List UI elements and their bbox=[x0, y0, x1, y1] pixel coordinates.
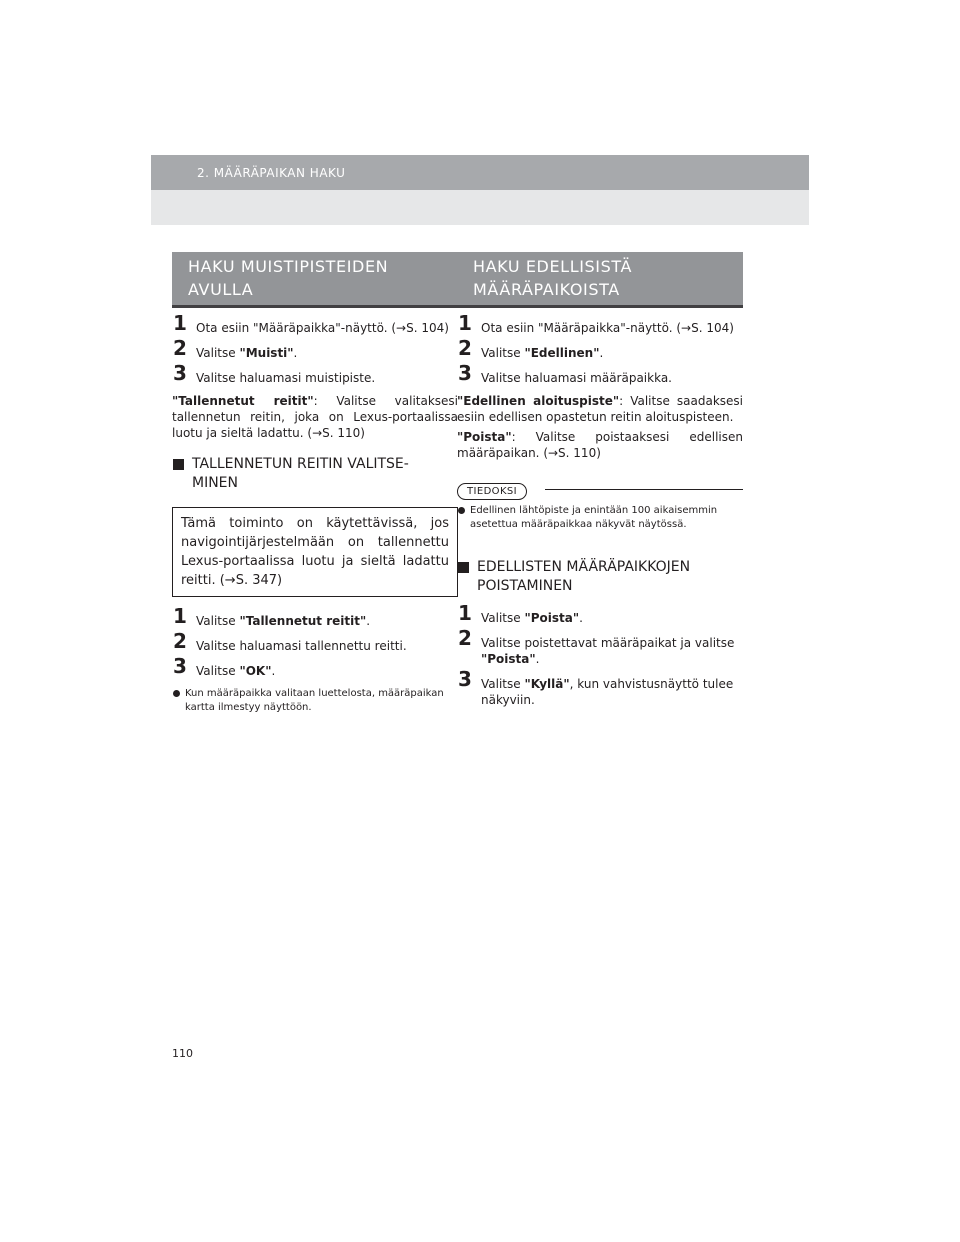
bullet-note bbox=[172, 687, 458, 715]
step-text-end: . bbox=[579, 611, 583, 625]
step-number: 2 bbox=[173, 629, 187, 653]
step-1 bbox=[172, 311, 458, 336]
step-text: Valitse poistettavat määräpaikat ja valitse bbox=[481, 636, 735, 650]
option-description bbox=[457, 393, 743, 425]
subheading-line: MINEN bbox=[192, 475, 238, 491]
step-text: Valitse bbox=[196, 614, 240, 628]
option-name: "OK" bbox=[239, 664, 272, 678]
step-text: Valitse haluamasi määräpaikka. bbox=[481, 371, 672, 385]
step-1 bbox=[457, 311, 743, 336]
section-title: 2. MÄÄRÄPAIKAN HAKU bbox=[197, 166, 346, 180]
option-name: "Poista" bbox=[481, 652, 536, 666]
option-name: "Tallennetut reitit" bbox=[239, 614, 367, 628]
subheading-line: EDELLISTEN MÄÄRÄPAIKKOJEN bbox=[477, 559, 691, 575]
step-2 bbox=[457, 626, 743, 667]
step-number: 1 bbox=[458, 601, 472, 625]
section-heading-previous-destinations bbox=[457, 252, 743, 308]
left-column bbox=[172, 252, 458, 715]
step-2 bbox=[457, 336, 743, 361]
subheading-line: TALLENNETUN REITIN VALITSE- bbox=[192, 456, 409, 472]
step-3 bbox=[457, 361, 743, 386]
step-text: Valitse bbox=[481, 677, 525, 691]
header-bar bbox=[151, 155, 809, 190]
step-number: 1 bbox=[173, 604, 187, 628]
subheading-saved-route bbox=[172, 455, 458, 493]
step-text-end: . bbox=[366, 614, 371, 628]
heading-line: HAKU EDELLISISTÄ bbox=[473, 257, 633, 276]
step-text: Ota esiin "Määräpaikka"-näyttö. (→S. 104) bbox=[196, 321, 449, 335]
step-text-end: , kun vahvistusnäyttö tulee näkyviin. bbox=[481, 677, 734, 707]
bullet-text: Kun määräpaikka valitaan luettelosta, määräpaikan kartta ilmestyy näyttöön. bbox=[185, 688, 444, 713]
bullet-text: Edellinen lähtöpiste ja enintään 100 aikaisemmin asetettua määräpaikkaa näkyvät näytössä. bbox=[470, 505, 718, 530]
info-box: Tämä toiminto on käytettävissä, jos navigointijärjestelmään on tallennettu Lexus-portaalissa luotu ja sieltä ladattu reitti. (→S. 347) bbox=[172, 507, 458, 597]
step-text: Valitse bbox=[481, 611, 525, 625]
step-text-end: . bbox=[271, 664, 276, 678]
heading-line: AVULLA bbox=[188, 280, 254, 299]
step-number: 3 bbox=[173, 361, 187, 385]
step-2 bbox=[172, 336, 458, 361]
bullet-dot-icon bbox=[173, 690, 180, 697]
option-name: "Poista" bbox=[457, 430, 512, 444]
step-text: Valitse haluamasi muistipiste. bbox=[196, 371, 376, 385]
step-text: Valitse bbox=[481, 346, 525, 360]
option-name: "Edellinen aloituspiste" bbox=[457, 394, 620, 408]
step-2 bbox=[172, 629, 458, 654]
option-name: "Tallennetut reitit" bbox=[172, 394, 314, 408]
subheading-line: POISTAMINEN bbox=[477, 578, 573, 594]
step-number: 1 bbox=[173, 311, 187, 335]
step-number: 3 bbox=[458, 667, 472, 691]
tag-divider bbox=[545, 489, 743, 490]
heading-line: MÄÄRÄPAIKOISTA bbox=[473, 280, 620, 299]
subheading-delete-previous bbox=[457, 558, 743, 596]
section-heading-memory-points bbox=[172, 252, 458, 308]
option-description bbox=[457, 429, 743, 461]
header-band bbox=[151, 155, 809, 225]
page-number: 110 bbox=[172, 1047, 193, 1060]
step-text-end: . bbox=[293, 346, 298, 360]
step-text-end: . bbox=[599, 346, 604, 360]
step-number: 2 bbox=[458, 336, 472, 360]
option-text: : Valitse saadaksesi esiin edellisen opastetun reitin aloituspisteen. bbox=[457, 394, 743, 424]
step-1 bbox=[457, 601, 743, 626]
option-name: "Edellinen" bbox=[524, 346, 600, 360]
info-tag: TIEDOKSI bbox=[457, 483, 527, 500]
right-column bbox=[457, 252, 743, 708]
step-text: Valitse haluamasi tallennettu reitti. bbox=[196, 639, 407, 653]
step-number: 2 bbox=[173, 336, 187, 360]
square-bullet-icon bbox=[458, 562, 469, 573]
option-text: : Valitse valitaksesi tallennetun reitin, joka on Lexus-portaalissa luotu ja sieltä ladattu. (→S. 110) bbox=[172, 394, 459, 440]
step-text: Valitse bbox=[196, 664, 240, 678]
step-3 bbox=[457, 667, 743, 708]
step-text-end: . bbox=[535, 652, 540, 666]
step-number: 2 bbox=[458, 626, 472, 650]
step-text: Ota esiin "Määräpaikka"-näyttö. (→S. 104) bbox=[481, 321, 734, 335]
option-name: "Kyllä" bbox=[524, 677, 570, 691]
square-bullet-icon bbox=[173, 459, 184, 470]
step-3 bbox=[172, 361, 458, 386]
option-name: "Muisti" bbox=[239, 346, 294, 360]
option-description bbox=[172, 393, 458, 441]
option-text: : Valitse poistaaksesi edellisen määräpaikan. (→S. 110) bbox=[457, 430, 743, 460]
bullet-dot-icon bbox=[458, 507, 465, 514]
step-number: 3 bbox=[173, 654, 187, 678]
step-text: Valitse bbox=[196, 346, 240, 360]
step-number: 1 bbox=[458, 311, 472, 335]
option-name: "Poista" bbox=[524, 611, 580, 625]
step-3 bbox=[172, 654, 458, 679]
bullet-note bbox=[457, 504, 743, 532]
heading-line: HAKU MUISTIPISTEIDEN bbox=[188, 257, 389, 276]
step-1 bbox=[172, 604, 458, 629]
step-number: 3 bbox=[458, 361, 472, 385]
